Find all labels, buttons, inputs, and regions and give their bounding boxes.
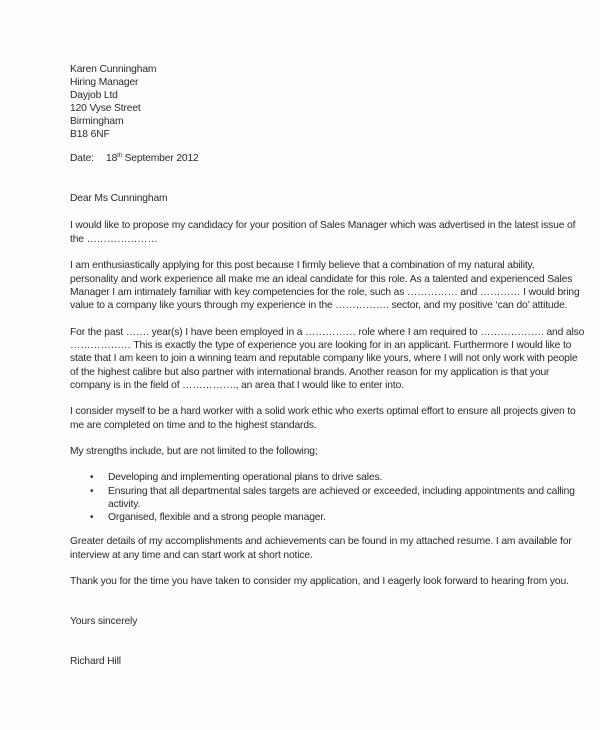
- strengths-intro: My strengths include, but are not limited to the following;: [70, 446, 318, 457]
- recipient-city: Birmingham: [70, 116, 124, 127]
- bullet-icon: •: [90, 486, 94, 497]
- recipient-name: Karen Cunningham: [70, 64, 157, 75]
- bullet-item-continuation: activity.: [108, 499, 141, 510]
- paragraph-4-line: me are completed on time and to the highest standards.: [70, 420, 317, 431]
- paragraph-2-line: value to a company like yours through my experience in the ……………. sector, and my positive ‘can do’ attitude.: [70, 300, 568, 311]
- paragraph-3-line: For the past ……. year(s) I have been employed in a …………… role where I am required to ………………. and also: [70, 327, 585, 338]
- paragraph-2-line: I am enthusiastically applying for this post because I firmly believe that a combination of my natural ability,: [70, 260, 535, 271]
- paragraph-3-line: ……………… This is exactly the type of experience you are looking for in an applicant. Furthermore I would like to: [70, 340, 572, 351]
- paragraph-1-line: the …………………: [70, 234, 158, 245]
- signature-name: Richard Hill: [70, 656, 121, 667]
- paragraph-1-line: I would like to propose my candidacy for your position of Sales Manager which was advertised in the latest issue of: [70, 220, 576, 231]
- paragraph-3-line: company is in the field of ……………., an area that I would like to enter into.: [70, 380, 404, 391]
- date-day: 18: [106, 153, 118, 164]
- date-suffix: th: [117, 153, 122, 159]
- paragraph-2-line: Manager I am intimately familiar with key competencies for the role, such as …………… and ………… I would bring: [70, 287, 580, 298]
- recipient-street: 120 Vyse Street: [70, 103, 141, 114]
- closing: Yours sincerely: [70, 616, 138, 627]
- paragraph-3-line: state that I am keen to join a winning team and reputable company like yours, where I will not only work with people: [70, 353, 578, 364]
- recipient-company: Dayjob Ltd: [70, 90, 118, 101]
- bullet-icon: •: [90, 472, 94, 483]
- recipient-title: Hiring Manager: [70, 77, 139, 88]
- salutation: Dear Ms Cunningham: [70, 193, 168, 204]
- paragraph-7-line: Thank you for the time you have taken to consider my application, and I eagerly look forward to hearing from you.: [70, 576, 569, 587]
- date-rest: September 2012: [121, 153, 199, 164]
- paragraph-3-line: of the highest calibre but also partner with international brands. Another reason for my application is that your: [70, 367, 550, 378]
- date-label: Date:: [70, 153, 94, 164]
- recipient-postcode: B18 6NF: [70, 129, 110, 140]
- bullet-item: Ensuring that all departmental sales targets are achieved or exceeded, including appointments and calling: [108, 486, 575, 497]
- bullet-item: Organised, flexible and a strong people manager.: [108, 512, 326, 523]
- bullet-item: Developing and implementing operational plans to drive sales.: [108, 472, 383, 483]
- date-line: [70, 152, 199, 165]
- paragraph-6-line: Greater details of my accomplishments and achievements can be found in my attached resume. I am available for: [70, 536, 572, 547]
- paragraph-6-line: interview at any time and can start work at short notice.: [70, 550, 313, 561]
- bullet-icon: •: [90, 512, 94, 523]
- paragraph-2-line: personality and work experience all make me an ideal candidate for this role. As a talented and experienced Sales: [70, 274, 573, 285]
- paragraph-4-line: I consider myself to be a hard worker with a solid work ethic who exerts optimal effort to ensure all projects given to: [70, 406, 576, 417]
